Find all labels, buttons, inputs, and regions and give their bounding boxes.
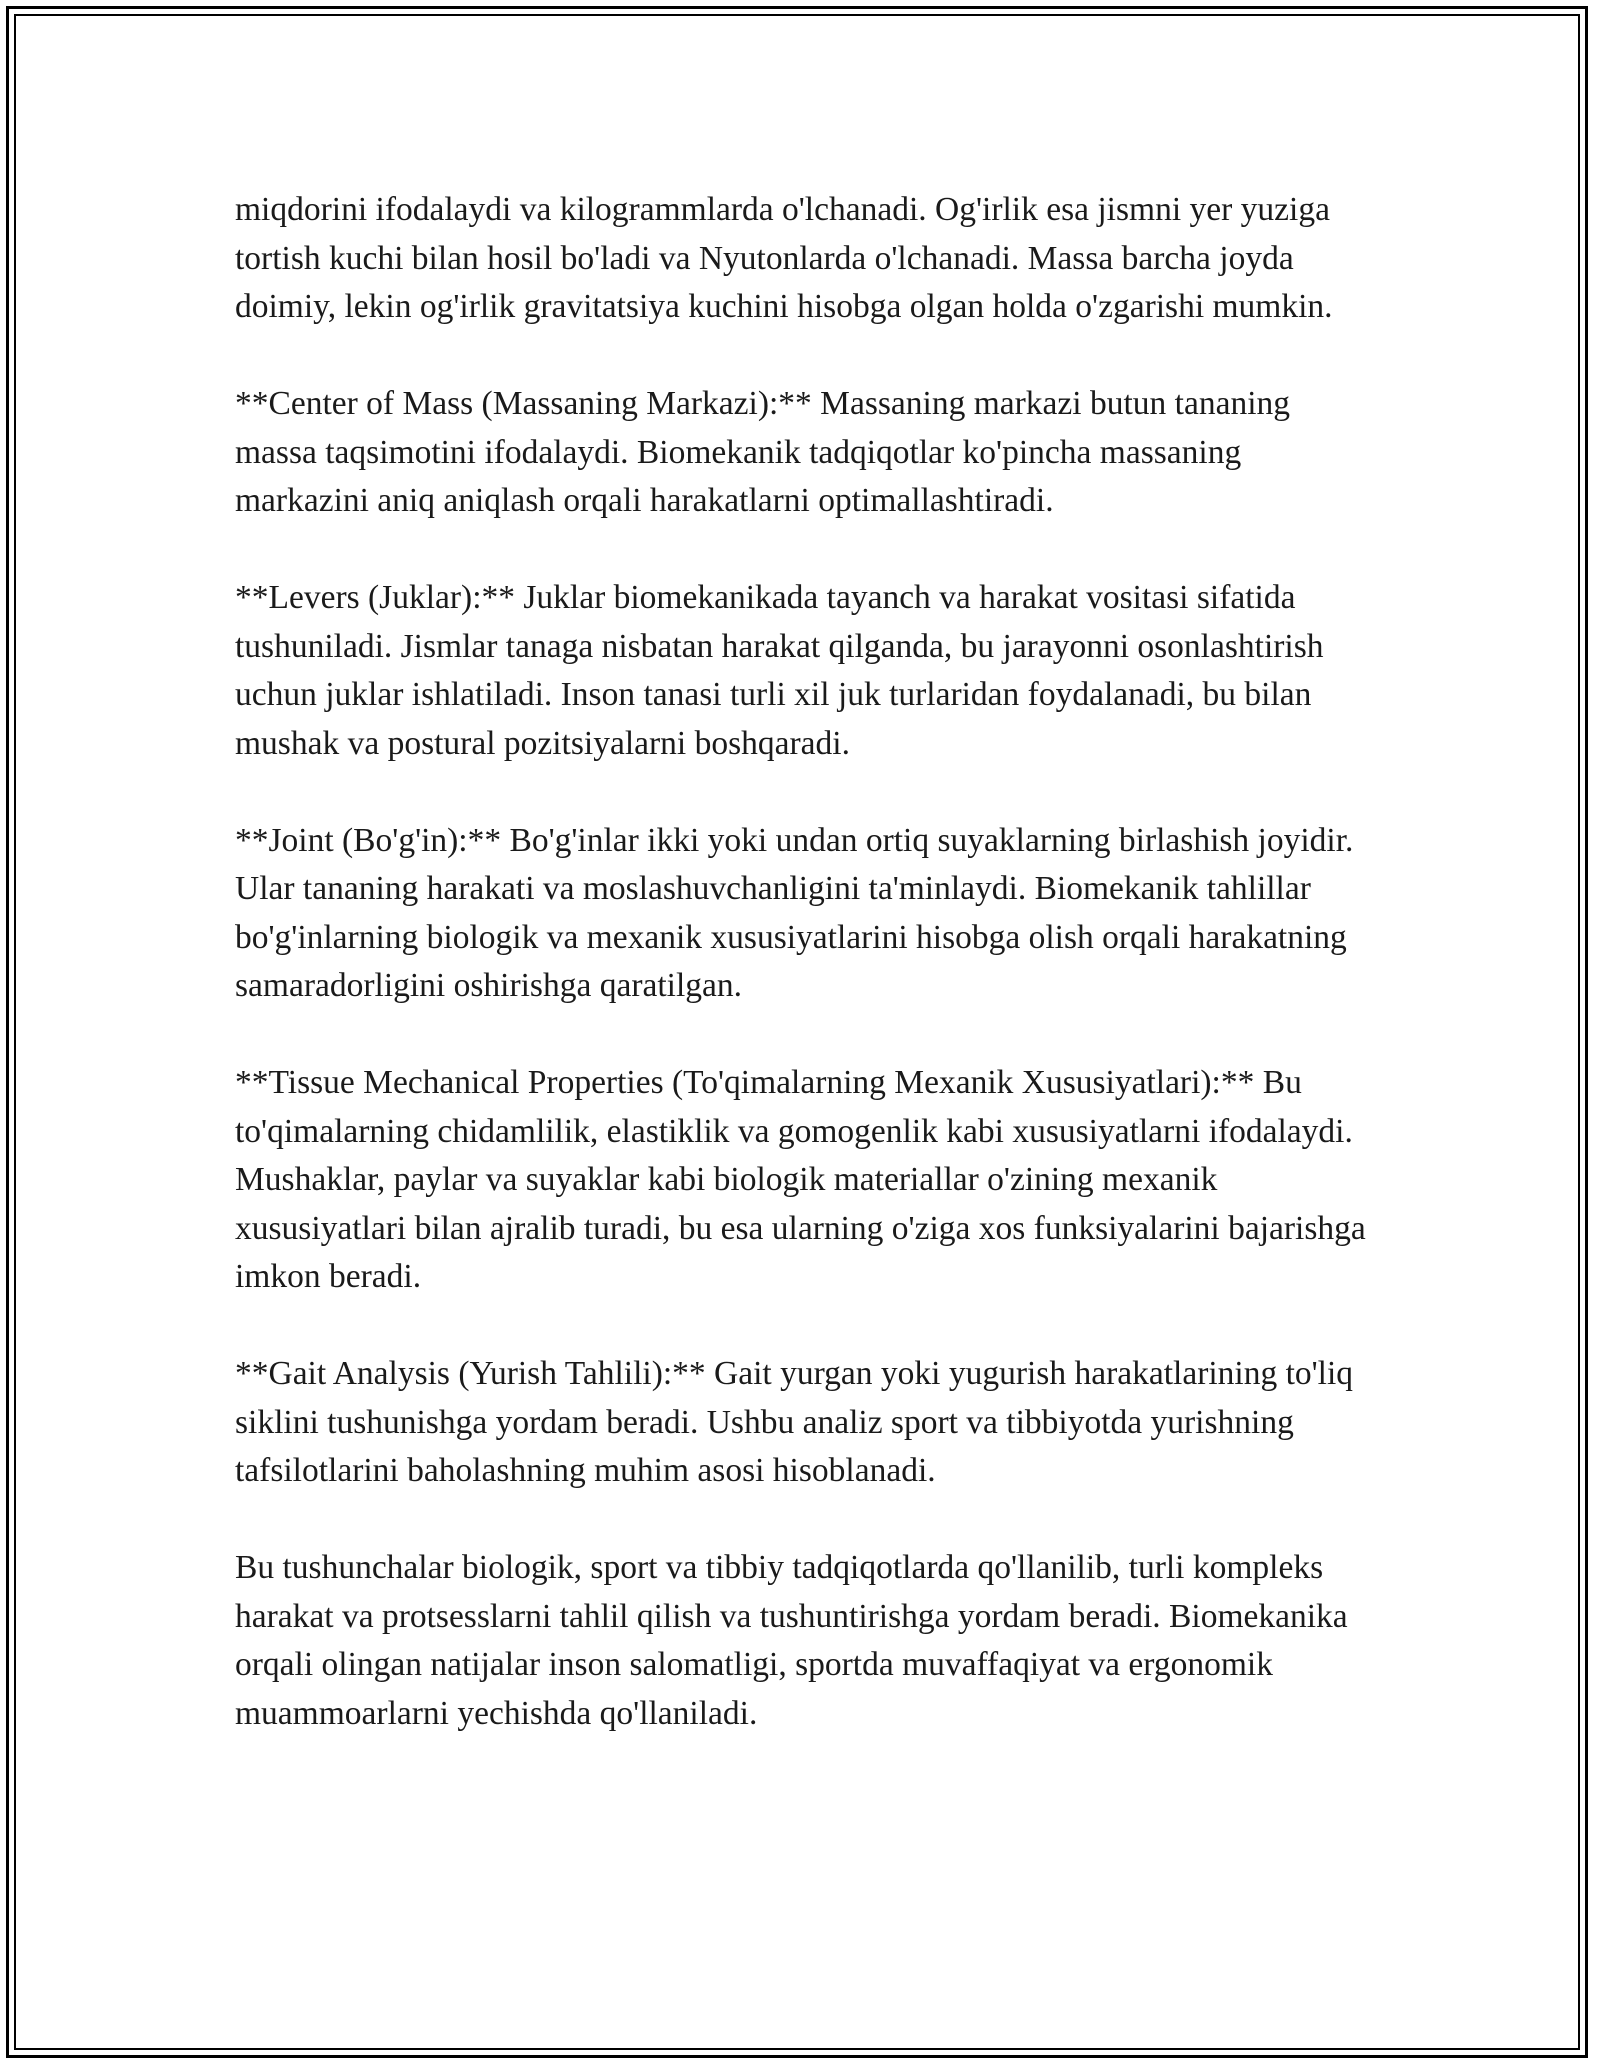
paragraph-mass-weight: miqdorini ifodalaydi va kilogrammlarda o'lchanadi. Og'irlik esa jismni yer yuziga tortish kuchi bilan hosil bo'ladi va Nyutonlarda o'lchanadi. Massa barcha joyda doimiy, lekin og'irlik gravitatsiya kuchini hisobga olgan holda o'zgarishi mumkin. bbox=[235, 191, 1333, 325]
paragraph-center-of-mass: **Center of Mass (Massaning Markazi):** Massaning markazi butun tananing massa taqsimotini ifodalaydi. Biomekanik tadqiqotlar ko'pincha massaning markazini aniq aniqlash orqali harakatlarni optimallashtiradi. bbox=[235, 385, 1291, 519]
document-body bbox=[235, 186, 1370, 1738]
paragraph-gait-analysis: **Gait Analysis (Yurish Tahlili):** Gait yurgan yoki yugurish harakatlarining to'liq siklini tushunishga yordam beradi. Ushbu analiz sport va tibbiyotda yurishning tafsilotlarini baholashning muhim asosi hisoblanadi. bbox=[235, 1355, 1354, 1489]
paragraph-joint: **Joint (Bo'g'in):** Bo'g'inlar ikki yoki undan ortiq suyaklarning birlashish joyidir. Ular tananing harakati va moslashuvchanligini ta'minlaydi. Biomekanik tahlillar bo'g'inlarning biologik va mexanik xususiyatlarini hisobga olish orqali harakatning samaradorligini oshirishga qaratilgan. bbox=[235, 821, 1354, 1004]
paragraph-tissue-properties: **Tissue Mechanical Properties (To'qimalarning Mexanik Xususiyatlari):** Bu to'qimalarning chidamlilik, elastiklik va gomogenlik kabi xususiyatlarni ifodalaydi. Mushaklar, paylar va suyaklar kabi biologik materiallar o'zining mexanik xususiyatlari bilan ajralib turadi, bu esa ularning o'ziga xos funksiyalarini bajarishga imkon beradi. bbox=[235, 1064, 1366, 1295]
paragraph-conclusion: Bu tushunchalar biologik, sport va tibbiy tadqiqotlarda qo'llanilib, turli kompleks harakat va protsesslarni tahlil qilish va tushuntirishga yordam beradi. Biomekanika orqali olingan natijalar inson salomatligi, sportda muvaffaqiyat va ergonomik muammoarlarni yechishda qo'llaniladi. bbox=[235, 1549, 1348, 1732]
paragraph-levers: **Levers (Juklar):** Juklar biomekanikada tayanch va harakat vositasi sifatida tushuniladi. Jismlar tanaga nisbatan harakat qilganda, bu jarayonni osonlashtirish uchun juklar ishlatiladi. Inson tanasi turli xil juk turlaridan foydalanadi, bu bilan mushak va postural pozitsiyalarni boshqaradi. bbox=[235, 579, 1324, 762]
